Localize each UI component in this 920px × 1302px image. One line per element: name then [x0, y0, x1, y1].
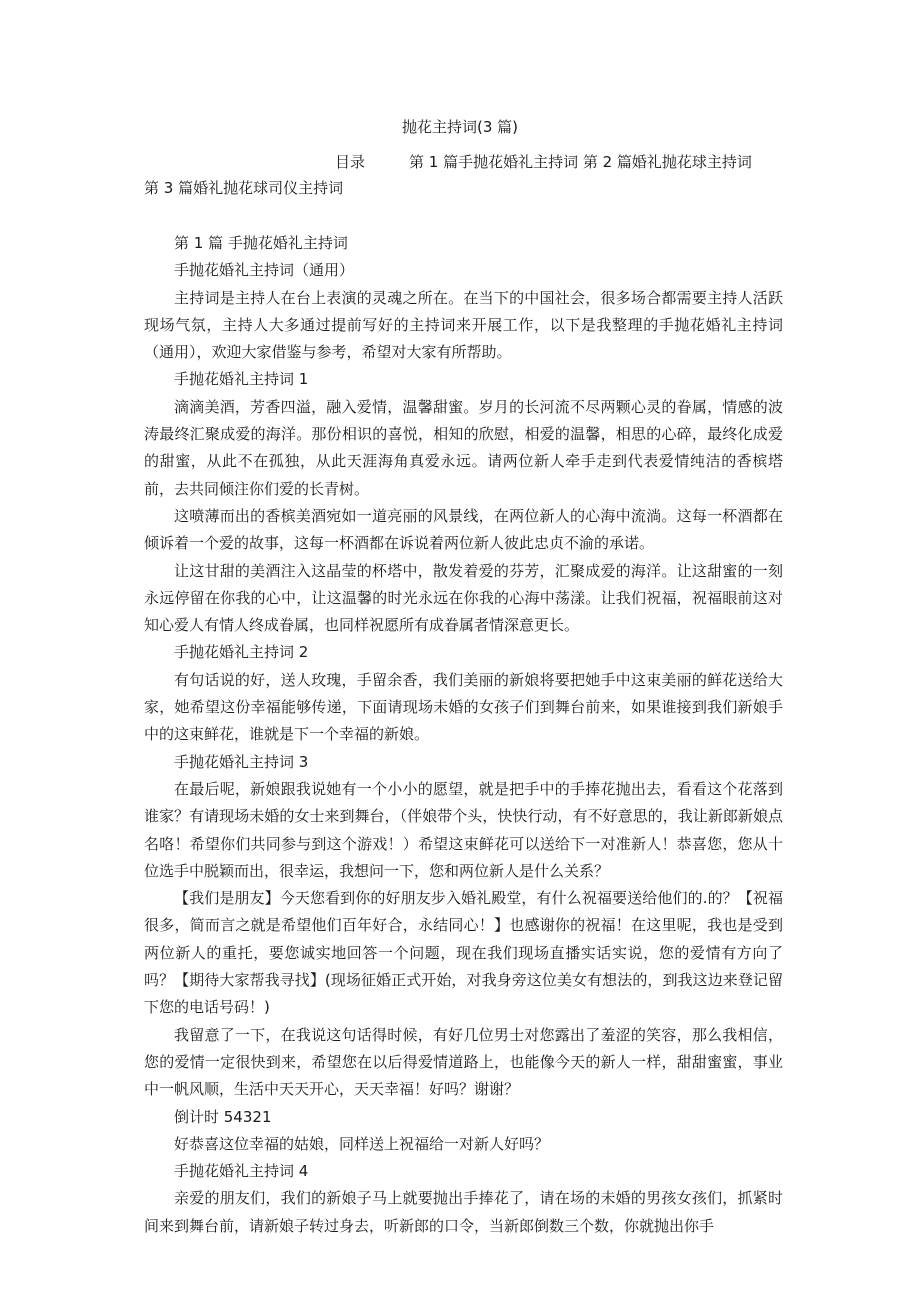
paragraph: 这喷薄而出的香槟美酒宛如一道亮丽的风景线，在两位新人的心海中流淌。这每一杯酒都在倾诉着一个爱的故事，这每一杯酒都在诉说着两位新人彼此忠贞不渝的承诺。 [144, 506, 783, 553]
paragraph: 有句话说的好，送人玫瑰，手留余香，我们美丽的新娘将要把她手中这束美丽的鲜花送给大家，她希望这份幸福能够传递，下面请现场未婚的女孩子们到舞台前来，如果谁接到我们新娘手中的这束鲜花，谁就是下一个幸福的新娘。 [144, 670, 783, 744]
toc-entry-3: 第 3 篇婚礼抛花球司仪主持词 [144, 179, 344, 197]
table-of-contents [335, 151, 795, 173]
paragraph: 我留意了一下，在我说这句话得时候，有好几位男士对您露出了羞涩的笑容，那么我相信，您的爱情一定很快到来，希望您在以后得爱情道路上，也能像今天的新人一样，甜甜蜜蜜，事业中一帆风顺，生活中天天开心，天天幸福！好吗？谢谢？ [144, 1025, 783, 1099]
paragraph: 让这甘甜的美酒注入这晶莹的杯塔中，散发着爱的芬芳，汇聚成爱的海洋。让这甜蜜的一刻永远停留在你我的心中，让这温馨的时光永远在你我的心海中荡漾。让我们祝福，祝福眼前这对知心爱人有情人终成眷属，也同样祝愿所有成眷属者情深意更长。 [144, 561, 783, 635]
paragraph: 亲爱的朋友们，我们的新娘子马上就要抛出手捧花了，请在场的未婚的男孩女孩们，抓紧时间来到舞台前，请新娘子转过身去，听新郎的口令，当新郎倒数三个数，你就抛出你手 [144, 1189, 783, 1235]
paragraph: 好恭喜这位幸福的姑娘，同样送上祝福给一对新人好吗？ [174, 1134, 550, 1153]
paragraph: 主持词是主持人在台上表演的灵魂之所在。在当下的中国社会，很多场合都需要主持人活跃现场气氛，主持人大多通过提前写好的主持词来开展工作，以下是我整理的手抛花婚礼主持词（通用），欢迎大家借鉴与参考，希望对大家有所帮助。 [144, 288, 783, 362]
subheading: 手抛花婚礼主持词 1 [174, 370, 309, 389]
paragraph: 滴滴美酒，芳香四溢，融入爱情，温馨甜蜜。岁月的长河流不尽两颗心灵的眷属，情感的波涛最终汇聚成爱的海洋。那份相识的喜悦，相知的欣慰，相爱的温馨，相思的心碎，最终化成爱的甜蜜，从此不在孤独，从此天涯海角真爱永远。请两位新人牵手走到代表爱情纯洁的香槟塔前，去共同倾注你们爱的长青树。 [144, 397, 783, 498]
toc-entries: 第 1 篇手抛花婚礼主持词 第 2 篇婚礼抛花球主持词 [409, 153, 752, 171]
document-title: 抛花主持词(3 篇) [401, 118, 519, 136]
subtitle: 手抛花婚礼主持词（通用） [174, 261, 355, 280]
paragraph: 在最后呢，新娘跟我说她有一个小小的愿望，就是把手中的手捧花抛出去，看看这个花落到谁家？有请现场未婚的女士来到舞台，（伴娘带个头，快快行动，有不好意思的，我让新郎新娘点名咯！希望你们共同参与到这个游戏！）希望这束鲜花可以送给下一对准新人！恭喜您，您从十位选手中脱颖而出，很幸运，我想问一下，您和两位新人是什么关系？ [144, 779, 783, 880]
subheading: 手抛花婚礼主持词 4 [174, 1162, 309, 1181]
subheading: 手抛花婚礼主持词 3 [174, 752, 309, 771]
document-body [144, 230, 783, 1240]
toc-label: 目录 [335, 153, 366, 171]
paragraph: 倒计时 54321 [174, 1107, 272, 1126]
paragraph: 【我们是朋友】今天您看到你的好朋友步入婚礼殿堂，有什么祝福要送给他们的.的？【祝福很多，简而言之就是希望他们百年好合，永结同心！】也感谢你的祝福！在这里呢，我也是受到两位新人的重托，要您诚实地回答一个问题，现在我们现场直播实话实说，您的爱情有方向了吗？【期待大家帮我寻找】(现场征婚正式开始，对我身旁这位美女有想法的，到我这边来登记留下您的电话号码！) [144, 889, 783, 1017]
subheading: 手抛花婚礼主持词 2 [174, 643, 309, 662]
section-heading: 第 1 篇 手抛花婚礼主持词 [174, 234, 348, 252]
